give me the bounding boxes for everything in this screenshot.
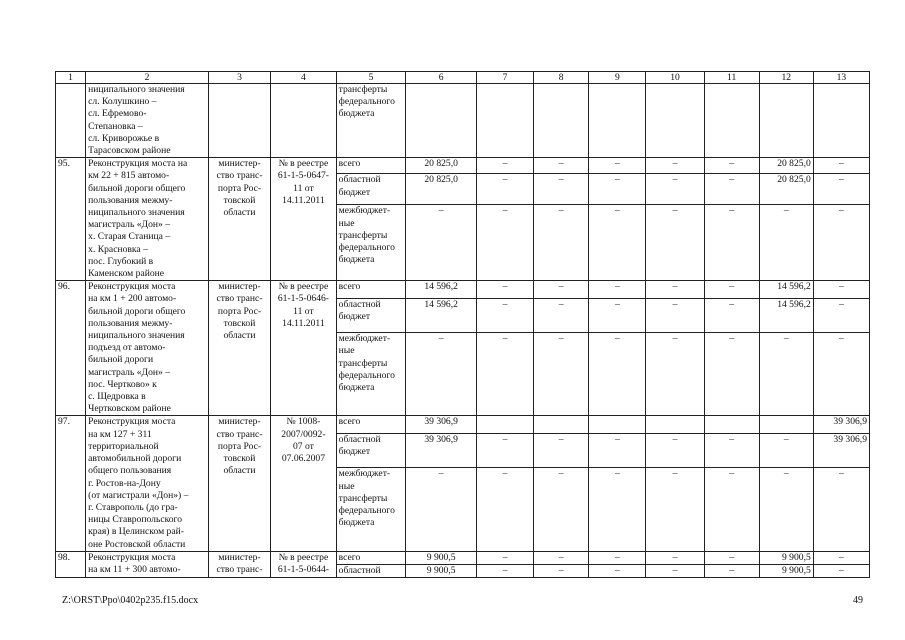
value-cell: – (534, 205, 589, 281)
value-cell: – (646, 551, 704, 564)
col-header: 11 (704, 72, 759, 84)
value-cell: – (704, 434, 759, 468)
value-cell: – (646, 174, 704, 205)
value-cell: 20 825,0 (406, 174, 477, 205)
value-cell: – (704, 551, 759, 564)
value-cell: – (813, 333, 869, 416)
table-row (56, 416, 870, 434)
value-cell: – (759, 468, 813, 551)
value-cell: – (759, 205, 813, 281)
value-cell (534, 416, 589, 434)
value-cell: – (589, 281, 646, 299)
value-cell (534, 84, 589, 158)
funding-source: межбюджет- ные трансферты федерального бюджета (336, 468, 406, 551)
value-cell: 9 900,5 (759, 551, 813, 564)
value-cell: – (646, 564, 704, 577)
value-cell: – (406, 333, 477, 416)
value-cell: – (589, 205, 646, 281)
value-cell: – (534, 551, 589, 564)
value-cell: – (476, 298, 533, 332)
value-cell: – (704, 174, 759, 205)
col-header: 5 (336, 72, 406, 84)
value-cell (589, 416, 646, 434)
funding-source: всего (336, 416, 406, 434)
value-cell: – (534, 174, 589, 205)
value-cell: – (704, 205, 759, 281)
col-header: 2 (86, 72, 209, 84)
funding-source: всего (336, 551, 406, 564)
value-cell: – (704, 298, 759, 332)
value-cell (813, 84, 869, 158)
value-cell: – (704, 158, 759, 174)
footer-file-path: Z:\ORST\Ppo\0402p235.f15.docx (62, 595, 199, 606)
value-cell: – (813, 298, 869, 332)
funding-source: областной (336, 564, 406, 577)
registry-number: № в реестре 61-1-5-0647- 11 от 14.11.2011 (271, 158, 336, 281)
object-description: Реконструкция моста на км 127 + 311 территориальной автомобильной дороги общего пользования г. Ростов-на-Дону (от магистрали «Дон») – г. Ставрополь (до гра- ницы Ставропольского края) в Целинском рай- оне Ростовской области (86, 416, 209, 551)
value-cell: – (759, 434, 813, 468)
responsible-org: министер- ство транс- (208, 551, 270, 577)
table-row-continuation (56, 84, 870, 158)
object-description: Реконструкция моста на км 1 + 200 автомо- бильной дороги общего пользования межму- ниципального значения подъезд от автомо- бильной дороги магистраль «Дон» – пос. Чертково» к с. Щедровка в Чертковском районе (86, 281, 209, 416)
row-number (56, 84, 86, 158)
value-cell: – (534, 564, 589, 577)
funding-source: областной бюджет (336, 434, 406, 468)
value-cell: – (406, 468, 477, 551)
value-cell: – (646, 434, 704, 468)
value-cell: – (646, 298, 704, 332)
value-cell: 20 825,0 (759, 174, 813, 205)
value-cell: – (813, 281, 869, 299)
value-cell: – (813, 158, 869, 174)
value-cell: – (646, 158, 704, 174)
row-number: 98. (56, 551, 86, 577)
registry-number: № в реестре 61-1-5-0646- 11 от 14.11.2011 (271, 281, 336, 416)
value-cell (704, 84, 759, 158)
value-cell (759, 84, 813, 158)
col-header: 10 (646, 72, 704, 84)
responsible-org: министер- ство транс- порта Рос- товской области (208, 158, 270, 281)
funding-source: всего (336, 281, 406, 299)
row-number: 96. (56, 281, 86, 416)
value-cell: – (704, 468, 759, 551)
funding-source: областной бюджет (336, 174, 406, 205)
funding-source: областной бюджет (336, 298, 406, 332)
registry-number (271, 84, 336, 158)
value-cell: – (476, 564, 533, 577)
value-cell: – (646, 333, 704, 416)
table-row (56, 158, 870, 174)
value-cell: – (813, 174, 869, 205)
registry-number: № 1008- 2007/0092- 07 от 07.06.2007 (271, 416, 336, 551)
page-number: 49 (853, 595, 863, 606)
value-cell: – (476, 205, 533, 281)
value-cell: – (646, 281, 704, 299)
value-cell: – (534, 333, 589, 416)
value-cell: – (589, 551, 646, 564)
object-description: ниципального значения сл. Колушкино – сл. Ефремово- Степановка – сл. Криворожье в Тарасовском районе (86, 84, 209, 158)
value-cell: 14 596,2 (759, 298, 813, 332)
table-row (56, 551, 870, 564)
value-cell: 14 596,2 (406, 298, 477, 332)
col-header: 8 (534, 72, 589, 84)
responsible-org (208, 84, 270, 158)
object-description: Реконструкция моста на км 11 + 300 автомо- (86, 551, 209, 577)
funding-source: межбюджет- ные трансферты федерального бюджета (336, 333, 406, 416)
value-cell: 20 825,0 (759, 158, 813, 174)
value-cell: – (534, 281, 589, 299)
row-number: 95. (56, 158, 86, 281)
value-cell (589, 84, 646, 158)
value-cell: – (476, 434, 533, 468)
col-header: 12 (759, 72, 813, 84)
value-cell: – (476, 281, 533, 299)
table-row (56, 281, 870, 299)
col-header: 9 (589, 72, 646, 84)
value-cell: – (813, 205, 869, 281)
value-cell: 14 596,2 (759, 281, 813, 299)
registry-number: № в реестре 61-1-5-0644- (271, 551, 336, 577)
value-cell: 9 900,5 (406, 564, 477, 577)
value-cell (476, 84, 533, 158)
value-cell: – (406, 205, 477, 281)
funding-source: всего (336, 158, 406, 174)
report-table (55, 71, 870, 578)
col-header: 1 (56, 72, 86, 84)
value-cell: – (589, 333, 646, 416)
value-cell: – (589, 468, 646, 551)
value-cell: 20 825,0 (406, 158, 477, 174)
col-header: 3 (208, 72, 270, 84)
value-cell (759, 416, 813, 434)
value-cell: – (534, 298, 589, 332)
value-cell: 9 900,5 (406, 551, 477, 564)
value-cell (646, 416, 704, 434)
funding-source: трансферты федерального бюджета (336, 84, 406, 158)
col-header: 7 (476, 72, 533, 84)
value-cell: – (476, 333, 533, 416)
value-cell: – (589, 564, 646, 577)
value-cell: 39 306,9 (813, 416, 869, 434)
value-cell (704, 416, 759, 434)
value-cell: – (704, 564, 759, 577)
funding-source: межбюджет- ные трансферты федерального бюджета (336, 205, 406, 281)
col-header: 13 (813, 72, 869, 84)
value-cell: – (813, 468, 869, 551)
value-cell: – (534, 434, 589, 468)
col-header: 4 (271, 72, 336, 84)
responsible-org: министер- ство транс- порта Рос- товской области (208, 281, 270, 416)
value-cell: – (813, 564, 869, 577)
value-cell: – (589, 158, 646, 174)
value-cell: 39 306,9 (406, 434, 477, 468)
value-cell: 14 596,2 (406, 281, 477, 299)
value-cell: – (476, 468, 533, 551)
row-number: 97. (56, 416, 86, 551)
value-cell: – (813, 551, 869, 564)
value-cell: – (534, 158, 589, 174)
value-cell: – (534, 468, 589, 551)
value-cell: – (589, 298, 646, 332)
value-cell: – (476, 551, 533, 564)
value-cell: – (589, 174, 646, 205)
col-header: 6 (406, 72, 477, 84)
value-cell: 39 306,9 (813, 434, 869, 468)
header-row (56, 72, 870, 84)
value-cell: – (476, 174, 533, 205)
value-cell: – (704, 281, 759, 299)
value-cell (406, 84, 477, 158)
value-cell: – (759, 333, 813, 416)
value-cell: – (476, 158, 533, 174)
value-cell: 9 900,5 (759, 564, 813, 577)
object-description: Реконструкция моста на км 22 + 815 автомо- бильной дороги общего пользования межму- ниципального значения магистраль «Дон» – х. Старая Станица – х. Красновка – пос. Глубокий в Каменском районе (86, 158, 209, 281)
responsible-org: министер- ство транс- порта Рос- товской области (208, 416, 270, 551)
value-cell: 39 306,9 (406, 416, 477, 434)
value-cell (476, 416, 533, 434)
value-cell (646, 84, 704, 158)
value-cell: – (646, 468, 704, 551)
value-cell: – (589, 434, 646, 468)
value-cell: – (704, 333, 759, 416)
value-cell: – (646, 205, 704, 281)
